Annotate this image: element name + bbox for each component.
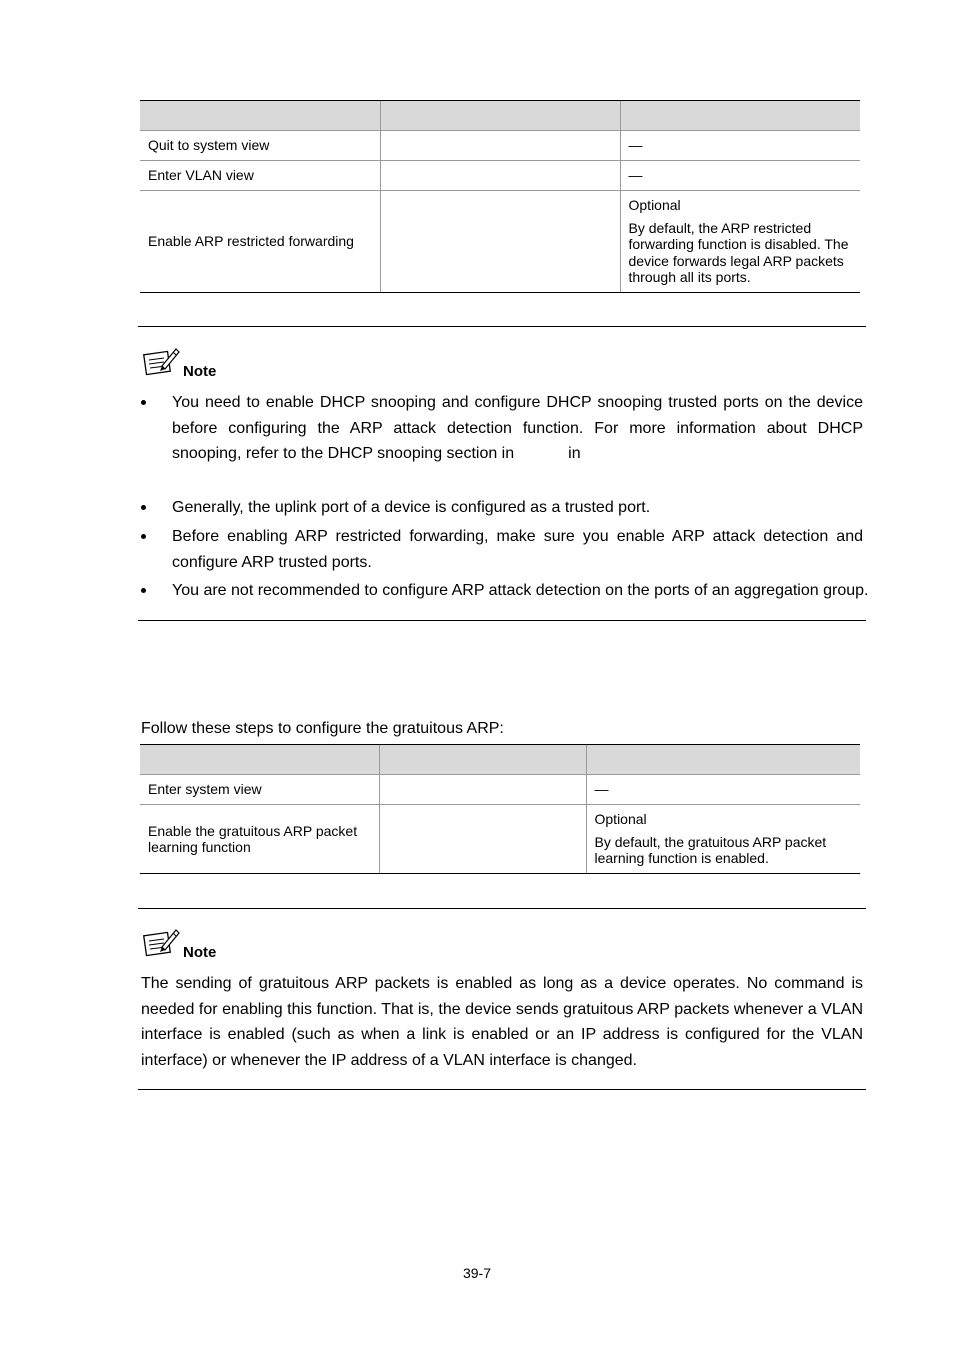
remarks-text: — bbox=[628, 167, 643, 184]
operation-cell: Enter system view bbox=[140, 775, 379, 805]
bullet-dot bbox=[141, 534, 146, 539]
note-bullet-item bbox=[141, 495, 863, 521]
bullet-dot bbox=[141, 588, 146, 593]
table-row bbox=[140, 131, 860, 161]
command-cell bbox=[380, 191, 620, 293]
bullet-text: Generally, the uplink port of a device is configured as a trusted port. bbox=[172, 499, 651, 516]
header-command bbox=[379, 745, 586, 775]
arp-restricted-forwarding-table bbox=[140, 100, 860, 293]
note-bottom-rule bbox=[138, 620, 866, 621]
table-row bbox=[140, 775, 860, 805]
note-pencil-icon bbox=[142, 346, 180, 381]
remarks-cell bbox=[620, 131, 860, 161]
remarks-detail: By default, the gratuitous ARP packet learning function is enabled. bbox=[594, 833, 827, 867]
operation-cell: Enter VLAN view bbox=[140, 161, 380, 191]
remarks-optional: Optional bbox=[594, 811, 647, 828]
bullet-text-part: You need to enable DHCP snooping and configure DHCP snooping trusted ports on the device before configuring the ARP attack detection function. For more information about DHCP snooping, refer to the DHCP snooping section in bbox=[172, 394, 863, 462]
remarks-cell bbox=[586, 805, 860, 874]
note-bullet-item bbox=[141, 390, 863, 467]
command-cell bbox=[380, 131, 620, 161]
header-operation bbox=[140, 745, 379, 775]
bullet-text: You are not recommended to configure ARP attack detection on the ports of an aggregation group. bbox=[172, 582, 869, 599]
table-row bbox=[140, 161, 860, 191]
remarks-text: — bbox=[594, 781, 609, 798]
note-heading bbox=[142, 927, 216, 962]
command-cell bbox=[380, 161, 620, 191]
header-remarks bbox=[586, 745, 860, 775]
note-pencil-icon bbox=[142, 927, 180, 962]
remarks-detail: By default, the ARP restricted forwarding function is disabled. The device forwards legal ARP packets through all its ports. bbox=[628, 219, 849, 286]
note-heading bbox=[142, 346, 216, 381]
remarks-text: — bbox=[628, 137, 643, 154]
note-bottom-rule bbox=[138, 1089, 866, 1090]
bullet-text-part: in bbox=[568, 445, 581, 462]
command-cell bbox=[379, 805, 586, 874]
note-bullet-item bbox=[141, 524, 863, 575]
command-cell bbox=[379, 775, 586, 805]
note-label: Note bbox=[183, 363, 217, 380]
gratuitous-arp-table bbox=[140, 744, 860, 874]
note-paragraph: The sending of gratuitous ARP packets is enabled as long as a device operates. No command is needed for enabling this function. That is, the device sends gratuitous ARP packets whenever a VLAN interface is enabled (such as when a link is enabled or an IP address is configured for the VLAN interface) or whenever the IP address of a VLAN interface is changed. bbox=[141, 975, 863, 1069]
operation-cell: Enable the gratuitous ARP packet learning function bbox=[140, 805, 379, 874]
table-row bbox=[140, 805, 860, 874]
operation-cell: Enable ARP restricted forwarding bbox=[140, 191, 380, 293]
header-remarks bbox=[620, 101, 860, 131]
bullet-text: Before enabling ARP restricted forwarding, make sure you enable ARP attack detection and configure ARP trusted ports. bbox=[172, 528, 863, 571]
table-row bbox=[140, 191, 860, 293]
bullet-dot bbox=[141, 505, 146, 510]
note-top-rule bbox=[138, 908, 866, 909]
note-bullet-item bbox=[141, 578, 869, 604]
operation-cell: Quit to system view bbox=[140, 131, 380, 161]
note-label: Note bbox=[183, 944, 217, 961]
header-operation bbox=[140, 101, 380, 131]
remarks-optional: Optional bbox=[628, 197, 681, 214]
remarks-cell bbox=[620, 161, 860, 191]
remarks-cell bbox=[586, 775, 860, 805]
intro-text: Follow these steps to configure the gratuitous ARP: bbox=[141, 720, 504, 737]
remarks-cell bbox=[620, 191, 860, 293]
table-header-row bbox=[140, 101, 860, 131]
page-number: 39-7 bbox=[462, 1265, 492, 1281]
header-command bbox=[380, 101, 620, 131]
note-top-rule bbox=[138, 326, 866, 327]
table-header-row bbox=[140, 745, 860, 775]
bullet-text bbox=[172, 390, 863, 467]
bullet-dot bbox=[141, 400, 146, 405]
